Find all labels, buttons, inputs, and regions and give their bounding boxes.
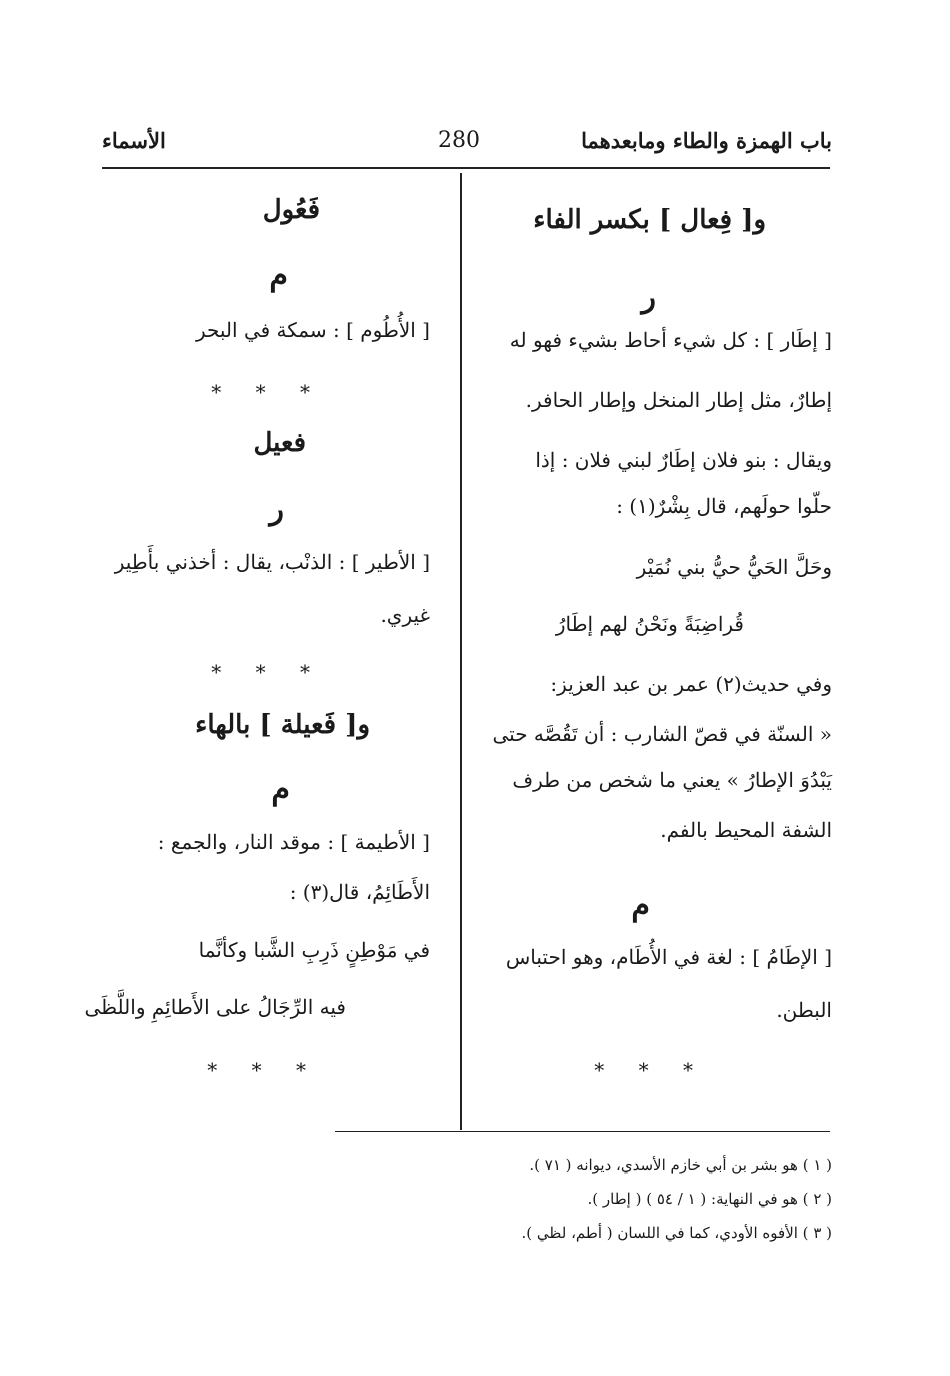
- entry-text: الشفة المحيط بالفم.: [660, 818, 832, 842]
- entry-text: وفي حديث(٢) عمر بن عبد العزيز:: [550, 672, 832, 696]
- entry-text: الأَطَائِمُ، قال(٣) :: [289, 880, 430, 904]
- verse-line: فيه الرِّجَالُ على الأَطائِمِ واللَّظَى: [84, 995, 346, 1019]
- left-column: [84, 0, 430, 1130]
- entry-text: حلّوا حولَهم، قال بِشْرٌ(١) :: [616, 494, 832, 518]
- verse-line: قُراضِبَةً ونَحْنُ لهم إطَارُ: [555, 612, 744, 636]
- root-letter: ر: [641, 280, 656, 315]
- entry-text: غيري.: [380, 603, 430, 627]
- verse-line: في مَوْطِنٍ ذَرِبِ الشَّبا وكأنَّما: [198, 938, 430, 962]
- footnote-rule: [335, 1131, 830, 1132]
- entry-text: يَبْدُوَ الإطارُ » يعني ما شخص من طرف: [512, 768, 832, 792]
- footnote: ( ١ ) هو بشر بن أبي خازم الأسدي، ديوانه ( ٧١ ).: [529, 1156, 832, 1174]
- entry-heading: و[ فِعال ] بكسر الفاء: [533, 205, 766, 235]
- root-letter: م: [269, 258, 288, 293]
- footnote: ( ٢ ) هو في النهاية: ( ١ / ٥٤ ) ( إطار ).: [587, 1190, 832, 1208]
- entry-text: البطن.: [776, 998, 832, 1022]
- page-number: 280: [438, 128, 480, 153]
- section-separator: * * *: [211, 660, 324, 684]
- column-divider: [460, 173, 462, 1130]
- verse-line: وحَلَّ الحَيُّ حيُّ بني نُمَيْر: [636, 555, 832, 579]
- footnote: ( ٣ ) الأفوه الأودي، كما في اللسان ( أطم، لظي ).: [521, 1224, 832, 1242]
- entry-heading: و[ فَعيلة ] بالهاء: [195, 710, 370, 740]
- section-title: الأسماء: [102, 128, 166, 153]
- entry-text: [ الأُطُوم ] : سمكة في البحر: [195, 318, 430, 342]
- section-separator: * * *: [211, 380, 324, 404]
- entry-text: ويقال : بنو فلان إطَارٌ لبني فلان : إذا: [535, 448, 832, 472]
- right-column: [474, 0, 832, 1130]
- section-separator: * * *: [594, 1058, 707, 1082]
- entry-text: [ الإطَامُ ] : لغة في الأُطَام، وهو احتباس: [505, 945, 832, 969]
- entry-heading: فَعُول: [262, 195, 320, 225]
- root-letter: ر: [269, 492, 284, 527]
- chapter-title: باب الهمزة والطاء ومابعدهما: [581, 128, 832, 153]
- root-letter: م: [631, 888, 650, 923]
- entry-text: إطارٌ، مثل إطار المنخل وإطار الحافر.: [525, 388, 832, 412]
- entry-text: [ الأطير ] : الذنْب، يقال : أخذني بأَطِير: [114, 550, 430, 574]
- entry-heading: فعيل: [253, 428, 306, 458]
- entry-text: « السنّة في قصّ الشارب : أن تَقُصَّه حتى: [492, 722, 832, 746]
- entry-text: [ إطَار ] : كل شيء أحاط بشيء فهو له: [509, 328, 832, 352]
- root-letter: م: [271, 772, 290, 807]
- entry-text: [ الأطيمة ] : موقد النار، والجمع :: [157, 830, 430, 854]
- section-separator: * * *: [207, 1058, 320, 1082]
